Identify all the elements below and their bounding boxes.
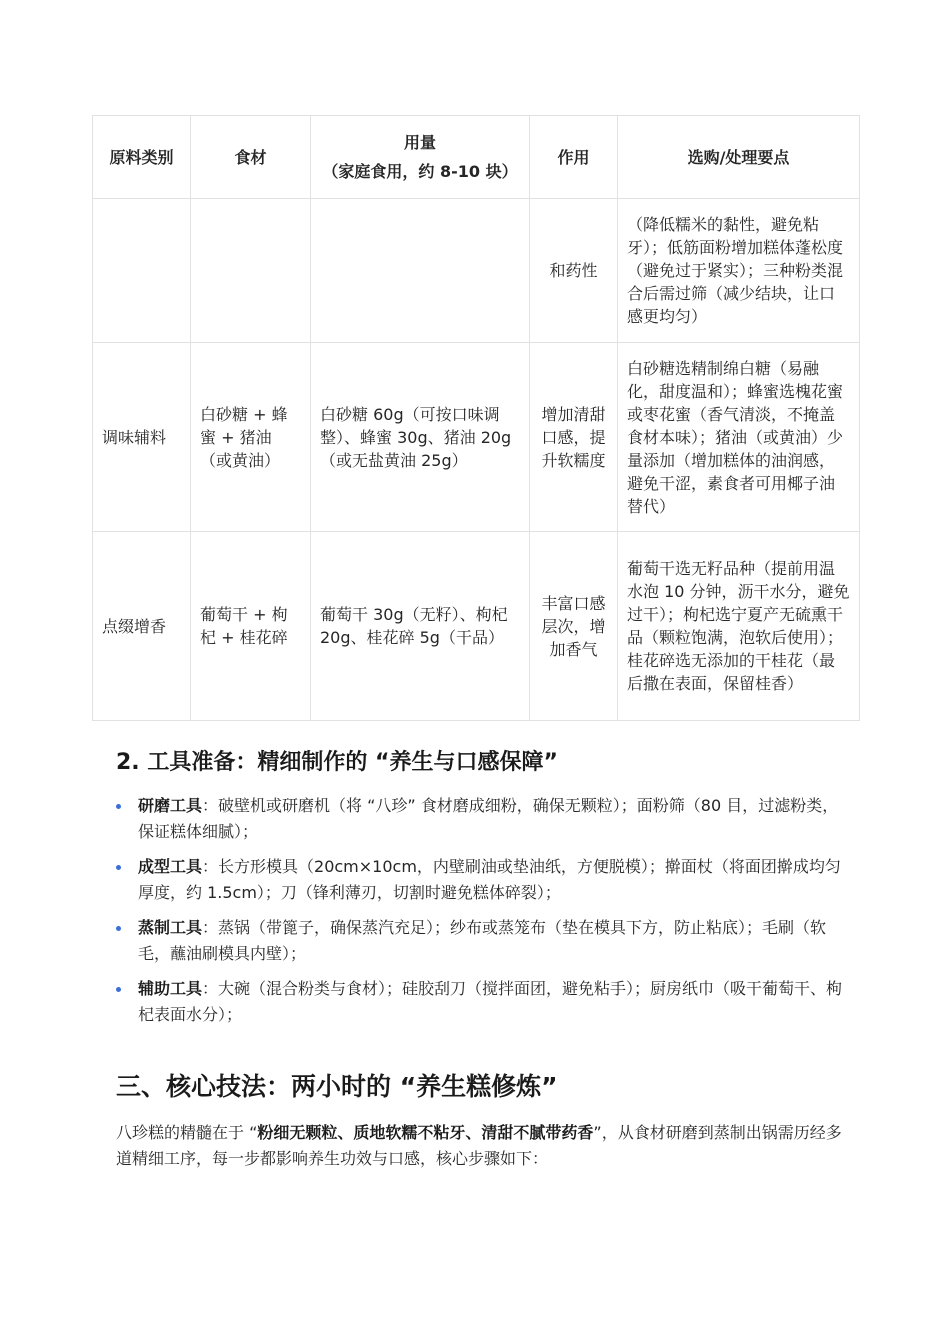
cell-tips: 白砂糖选精制绵白糖（易融化，甜度温和）；蜂蜜选槐花蜜或枣花蜜（香气清淡，不掩盖食材本味）；猪油（或黄油）少量添加（增加糕体的油润感，避免干涩，素食者可用椰子油替代） <box>618 343 860 532</box>
section-heading-tools: 2. 工具准备：精细制作的 “养生与口感保障” <box>116 750 558 775</box>
table-row <box>93 199 860 343</box>
cell-category: 调味辅料 <box>93 343 191 532</box>
table-row <box>93 343 860 532</box>
list-item <box>116 976 846 1028</box>
header-amount-line1: 用量 <box>403 133 436 152</box>
list-item-label: 研磨工具 <box>138 796 203 815</box>
bullet-icon <box>116 926 121 931</box>
bullet-icon <box>116 865 121 870</box>
header-ingredient: 食材 <box>191 116 311 199</box>
list-item-text: ：蒸锅（带篦子，确保蒸汽充足）；纱布或蒸笼布（垫在模具下方，防止粘底）；毛刷（软毛，蘸油刷模具内壁）； <box>138 918 827 963</box>
cell-amount: 葡萄干 30g（无籽）、枸杞 20g、桂花碎 5g（干品） <box>311 532 530 721</box>
cell-category <box>93 199 191 343</box>
table-row <box>93 532 860 721</box>
cell-effect: 增加清甜口感，提升软糯度 <box>530 343 618 532</box>
list-item-label: 成型工具 <box>138 857 203 876</box>
ingredients-table <box>92 115 860 721</box>
intro-text-bold: 粉细无颗粒、质地软糯不粘牙、清甜不腻带药香 <box>257 1123 594 1142</box>
table-header-row <box>93 116 860 199</box>
cell-ingredient: 白砂糖 + 蜂蜜 + 猪油（或黄油） <box>191 343 311 532</box>
header-amount-line2: （家庭食用，约 8-10 块） <box>322 162 518 181</box>
header-amount <box>311 116 530 199</box>
cell-amount: 白砂糖 60g（可按口味调整）、蜂蜜 30g、猪油 20g（或无盐黄油 25g） <box>311 343 530 532</box>
cell-tips: 葡萄干选无籽品种（提前用温水泡 10 分钟，沥干水分，避免过干）；枸杞选宁夏产无硫熏干品（颗粒饱满，泡软后使用）；桂花碎选无添加的干桂花（最后撒在表面，保留桂香） <box>618 532 860 721</box>
tools-list <box>116 793 846 1037</box>
cell-ingredient: 葡萄干 + 枸杞 + 桂花碎 <box>191 532 311 721</box>
list-item-label: 辅助工具 <box>138 979 203 998</box>
bullet-icon <box>116 804 121 809</box>
cell-ingredient <box>191 199 311 343</box>
header-category: 原料类别 <box>93 116 191 199</box>
intro-text-before: 八珍糕的精髓在于 “ <box>116 1123 258 1142</box>
list-item-text: ：大碗（混合粉类与食材）；硅胶刮刀（搅拌面团，避免粘手）；厨房纸巾（吸干葡萄干、枸杞表面水分）； <box>138 979 843 1024</box>
cell-effect: 和药性 <box>530 199 618 343</box>
cell-tips: （降低糯米的黏性，避免粘牙）；低筋面粉增加糕体蓬松度（避免过于紧实）；三种粉类混合后需过筛（减少结块，让口感更均匀） <box>618 199 860 343</box>
cell-category: 点缀增香 <box>93 532 191 721</box>
list-item-label: 蒸制工具 <box>138 918 203 937</box>
list-item-text: ：长方形模具（20cm×10cm，内壁刷油或垫油纸，方便脱模）；擀面杖（将面团擀成均匀厚度，约 1.5cm）；刀（锋利薄刃，切割时避免糕体碎裂）； <box>138 857 841 902</box>
header-tips: 选购/处理要点 <box>618 116 860 199</box>
intro-paragraph <box>116 1120 846 1172</box>
list-item <box>116 793 846 845</box>
list-item <box>116 915 846 967</box>
list-item <box>116 854 846 906</box>
list-item-text: ：破壁机或研磨机（将 “八珍” 食材磨成细粉，确保无颗粒）；面粉筛（80 目，过滤粉类，保证糕体细腻）； <box>138 796 839 841</box>
header-effect: 作用 <box>530 116 618 199</box>
cell-amount <box>311 199 530 343</box>
section-heading-core-technique: 三、核心技法：两小时的 “养生糕修炼” <box>116 1072 558 1101</box>
intro-text-after: ”，从食材研磨到蒸制出锅需历经多道精细工序，每一步都影响养生功效与口感，核心步骤如下： <box>116 1123 842 1168</box>
cell-effect: 丰富口感层次，增加香气 <box>530 532 618 721</box>
bullet-icon <box>116 987 121 992</box>
